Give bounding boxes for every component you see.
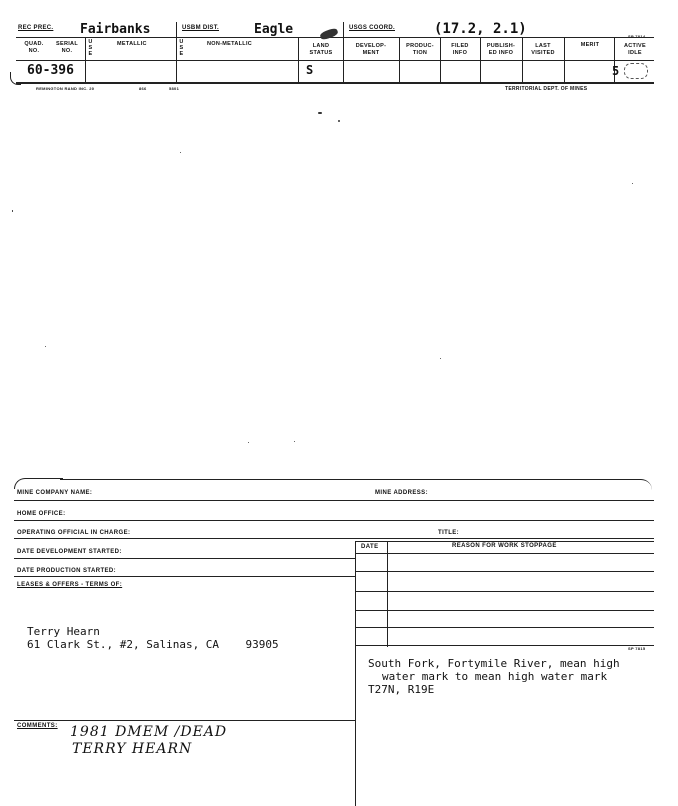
mine-company-label: MINE COMPANY NAME: bbox=[17, 490, 93, 496]
center-divider bbox=[355, 541, 356, 806]
speck bbox=[248, 442, 249, 443]
speck bbox=[440, 358, 441, 359]
merit-label: MERIT bbox=[580, 42, 600, 48]
table-row-5 bbox=[356, 645, 654, 646]
usbm-dist-value: Eagle bbox=[254, 22, 294, 37]
date-col-label: DATE bbox=[361, 544, 379, 550]
mine-address-label: MINE ADDRESS: bbox=[375, 490, 428, 496]
department-label: TERRITORIAL DEPT. OF MINES bbox=[505, 86, 588, 92]
line-home bbox=[14, 520, 654, 521]
divider-v3 bbox=[298, 38, 299, 82]
divider-v8 bbox=[522, 38, 523, 82]
handwritten-note-1: 1981 DMEM /DEAD bbox=[70, 724, 228, 740]
form-top-curl-right bbox=[604, 479, 652, 490]
line-prod bbox=[14, 576, 356, 577]
usbm-dist-label: USBM DIST. bbox=[182, 25, 220, 31]
line-company bbox=[14, 500, 654, 501]
metallic-label: METALLIC bbox=[117, 41, 147, 47]
table-row-4 bbox=[356, 627, 654, 628]
speck bbox=[632, 183, 633, 184]
printer-code-2: 5801 bbox=[169, 86, 180, 91]
speck bbox=[12, 210, 13, 212]
card-bottom-curl bbox=[10, 72, 21, 85]
card-line-top bbox=[16, 37, 654, 38]
divider-v4 bbox=[343, 22, 344, 82]
operating-official-label: OPERATING OFFICIAL IN CHARGE: bbox=[17, 530, 131, 536]
usgs-coord-label: USGS COORD. bbox=[349, 25, 395, 31]
top-card bbox=[0, 0, 678, 100]
divider-v5 bbox=[399, 38, 400, 82]
title-label: TITLE: bbox=[438, 530, 460, 536]
form-top-curl-left bbox=[14, 478, 63, 489]
reason-label: REASON FOR WORK STOPPAGE bbox=[452, 543, 557, 549]
card-line-values bbox=[16, 60, 654, 61]
table-date-divider bbox=[387, 541, 388, 647]
owner-address: 61 Clark St., #2, Salinas, CA 93905 bbox=[27, 638, 279, 651]
form-top-line bbox=[60, 479, 604, 480]
divider-v1 bbox=[85, 38, 86, 82]
last-visited-label: LAST VISITED bbox=[531, 43, 555, 56]
home-office-label: HOME OFFICE: bbox=[17, 511, 66, 517]
production-label: PRODUC-TION bbox=[406, 43, 434, 56]
stamp-mark bbox=[624, 63, 648, 79]
divider-v2 bbox=[176, 22, 177, 82]
line-comments bbox=[14, 720, 356, 721]
land-status-value: S bbox=[306, 63, 314, 77]
published-info-label: PUBLISH-ED INFO bbox=[486, 43, 516, 56]
date-production-label: DATE PRODUCTION STARTED: bbox=[17, 568, 117, 574]
usgs-coord-value: (17.2, 2.1) bbox=[434, 21, 527, 37]
use-letters-1: U S E bbox=[88, 39, 93, 57]
quad-no-label: QUAD. NO. bbox=[24, 41, 44, 54]
table-row-2 bbox=[356, 591, 654, 592]
table-header-line bbox=[356, 553, 654, 554]
form-number: SP 7814 bbox=[628, 34, 646, 39]
land-status-label: LAND STATUS bbox=[309, 43, 333, 56]
form-number-2: SP 7815 bbox=[628, 646, 646, 651]
divider-v6 bbox=[440, 38, 441, 82]
leases-label: LEASES & OFFERS - TERMS OF: bbox=[17, 582, 123, 588]
comments-label: COMMENTS: bbox=[17, 723, 58, 729]
card-line-bottom bbox=[16, 82, 654, 84]
date-development-label: DATE DEVELOPMENT STARTED: bbox=[17, 549, 122, 555]
active-idle-label: ACTIVE IDLE bbox=[624, 43, 646, 56]
location-line-2: water mark to mean high water mark bbox=[382, 670, 608, 683]
filed-info-label: FILED INFO bbox=[451, 43, 469, 56]
active-value: 5 bbox=[612, 64, 620, 78]
line-official bbox=[14, 538, 654, 539]
serial-no-label: SERIAL NO. bbox=[56, 41, 78, 54]
owner-name: Terry Hearn bbox=[27, 625, 100, 638]
speck bbox=[338, 120, 340, 122]
development-label: DEVELOP-MENT bbox=[355, 43, 387, 56]
speck bbox=[318, 112, 322, 114]
printer-footer: REMINGTON RAND INC. 20 bbox=[36, 86, 95, 91]
location-line-1: South Fork, Fortymile River, mean high bbox=[368, 657, 620, 670]
table-top bbox=[356, 541, 654, 542]
location-line-3: T27N, R19E bbox=[368, 683, 435, 696]
ink-blot bbox=[319, 27, 339, 41]
handwritten-note-2: TERRY HEARN bbox=[72, 741, 193, 757]
divider-v9 bbox=[564, 38, 565, 82]
speck bbox=[180, 152, 181, 153]
speck bbox=[45, 346, 46, 347]
printer-code-1: 866 bbox=[139, 86, 147, 91]
table-row-3 bbox=[356, 610, 654, 611]
line-dev bbox=[14, 558, 356, 559]
speck bbox=[294, 441, 295, 442]
quad-value: 60-396 bbox=[27, 63, 74, 78]
table-row-1 bbox=[356, 571, 654, 572]
rec-prec-value: Fairbanks bbox=[80, 22, 151, 37]
use-letters-2: U S E bbox=[179, 39, 184, 57]
lower-form bbox=[0, 470, 678, 806]
divider-v7 bbox=[480, 38, 481, 82]
rec-prec-label: REC PREC. bbox=[18, 25, 54, 31]
non-metallic-label: NON-METALLIC bbox=[207, 41, 253, 47]
